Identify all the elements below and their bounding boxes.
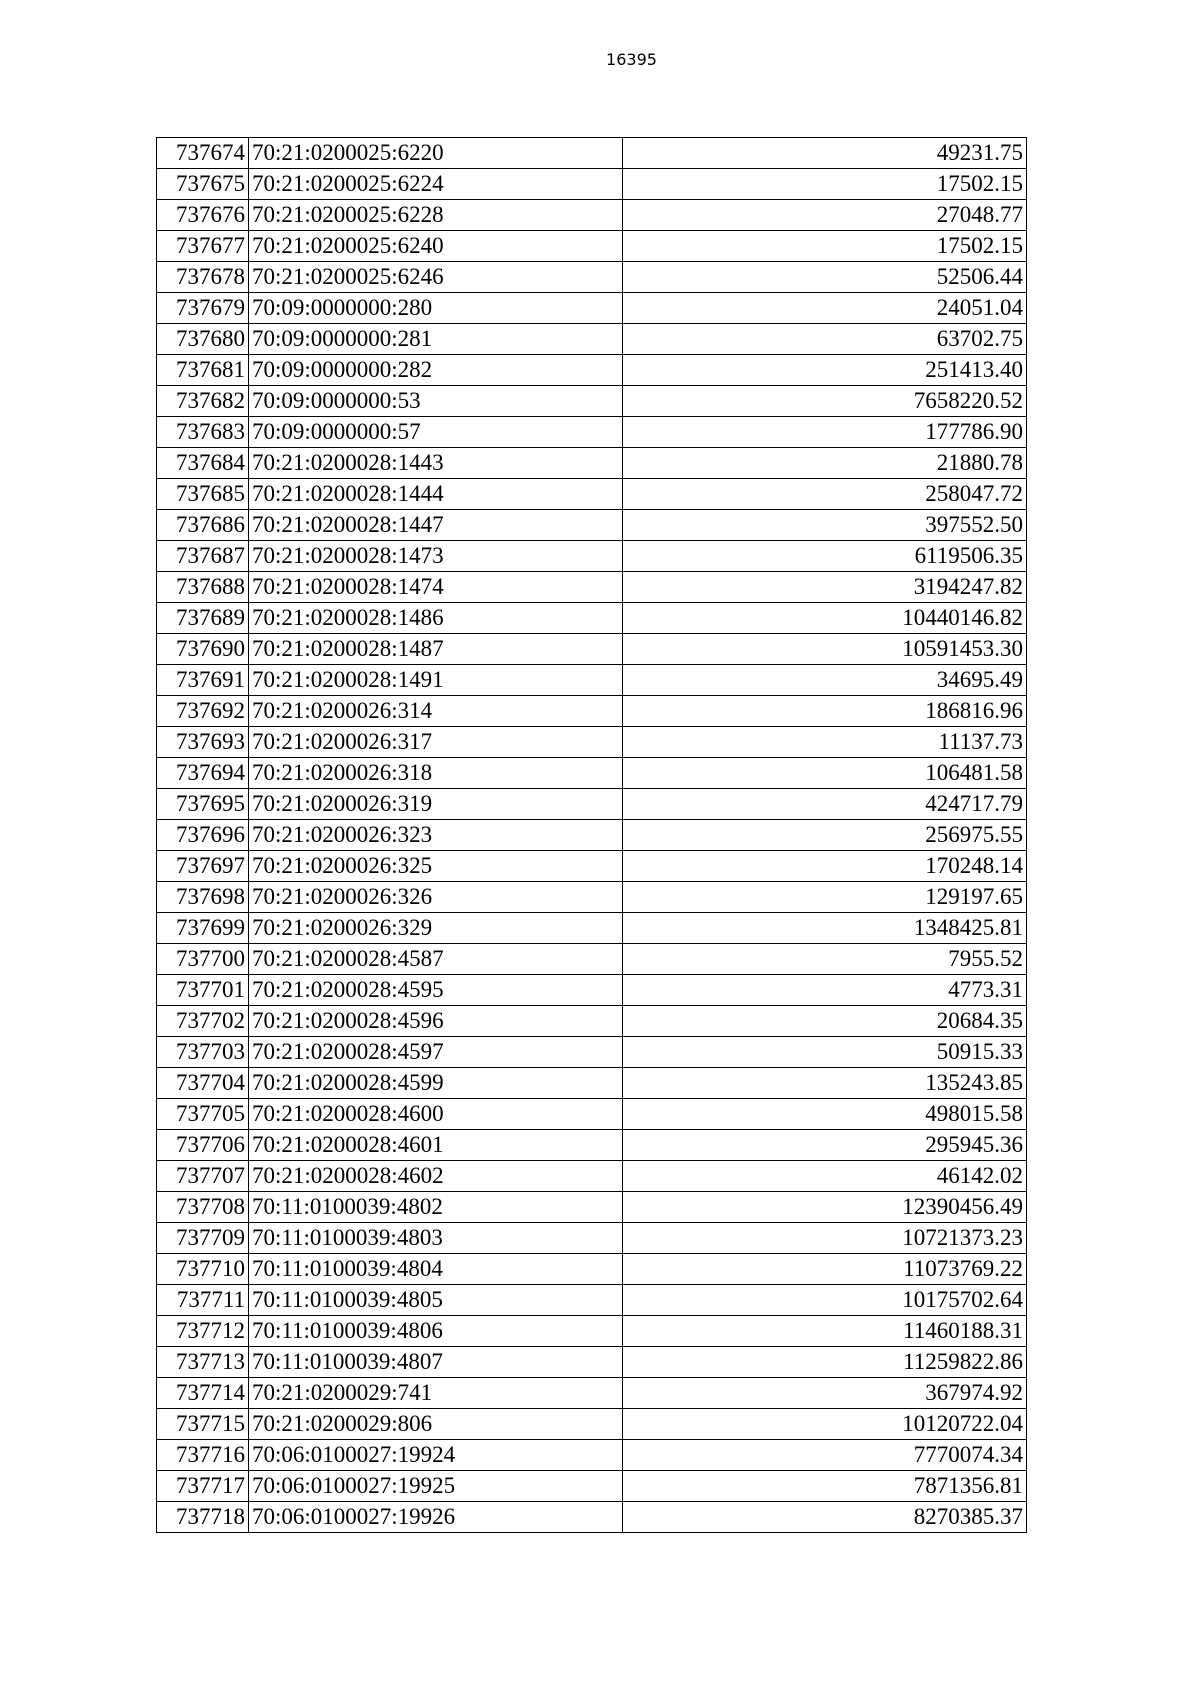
table-row [157,1502,1027,1533]
table-row [157,1099,1027,1130]
cadastral-number-cell: 70:11:0100039:4802 [249,1192,623,1223]
cadastral-number-cell: 70:21:0200025:6246 [249,262,623,293]
cadastral-number-cell: 70:11:0100039:4804 [249,1254,623,1285]
cadastral-number-cell: 70:21:0200028:4600 [249,1099,623,1130]
cadastral-value-cell: 186816.96 [623,696,1027,727]
table-row [157,572,1027,603]
table-row [157,1316,1027,1347]
cadastral-number-cell: 70:21:0200026:319 [249,789,623,820]
cadastral-value-cell: 7871356.81 [623,1471,1027,1502]
cadastral-number-cell: 70:21:0200028:4599 [249,1068,623,1099]
cadastral-value-cell: 17502.15 [623,231,1027,262]
table-row [157,820,1027,851]
cadastral-value-cell: 52506.44 [623,262,1027,293]
cadastral-value-cell: 6119506.35 [623,541,1027,572]
cadastral-number-cell: 70:21:0200026:314 [249,696,623,727]
cadastral-number-cell: 70:21:0200028:4587 [249,944,623,975]
table-row [157,293,1027,324]
cadastral-value-cell: 1348425.81 [623,913,1027,944]
table-row [157,417,1027,448]
cadastral-value-cell: 27048.77 [623,200,1027,231]
row-id-cell: 737712 [157,1316,249,1347]
table-row [157,1037,1027,1068]
row-id-cell: 737702 [157,1006,249,1037]
row-id-cell: 737690 [157,634,249,665]
row-id-cell: 737718 [157,1502,249,1533]
table-body [157,138,1027,1533]
row-id-cell: 737697 [157,851,249,882]
cadastral-number-cell: 70:21:0200028:1487 [249,634,623,665]
cadastral-value-cell: 17502.15 [623,169,1027,200]
row-id-cell: 737717 [157,1471,249,1502]
row-id-cell: 737698 [157,882,249,913]
cadastral-value-cell: 367974.92 [623,1378,1027,1409]
table-row [157,603,1027,634]
cadastral-value-cell: 295945.36 [623,1130,1027,1161]
cadastral-number-cell: 70:21:0200025:6240 [249,231,623,262]
table-row [157,1378,1027,1409]
table-row [157,1471,1027,1502]
cadastral-value-cell: 10591453.30 [623,634,1027,665]
row-id-cell: 737679 [157,293,249,324]
cadastral-value-cell: 11137.73 [623,727,1027,758]
cadastral-value-cell: 10440146.82 [623,603,1027,634]
row-id-cell: 737710 [157,1254,249,1285]
cadastral-value-cell: 50915.33 [623,1037,1027,1068]
table-row [157,1130,1027,1161]
cadastral-number-cell: 70:21:0200026:329 [249,913,623,944]
table-row [157,944,1027,975]
cadastral-value-cell: 21880.78 [623,448,1027,479]
cadastral-number-cell: 70:21:0200025:6220 [249,138,623,169]
table-row [157,541,1027,572]
cadastral-number-cell: 70:09:0000000:281 [249,324,623,355]
table-row [157,138,1027,169]
cadastral-value-cell: 251413.40 [623,355,1027,386]
cadastral-value-cell: 10120722.04 [623,1409,1027,1440]
cadastral-number-cell: 70:09:0000000:57 [249,417,623,448]
row-id-cell: 737703 [157,1037,249,1068]
cadastral-value-cell: 11073769.22 [623,1254,1027,1285]
cadastral-number-cell: 70:21:0200028:1474 [249,572,623,603]
row-id-cell: 737700 [157,944,249,975]
cadastral-value-cell: 12390456.49 [623,1192,1027,1223]
table-row [157,1006,1027,1037]
row-id-cell: 737716 [157,1440,249,1471]
table-row [157,1440,1027,1471]
cadastral-number-cell: 70:21:0200026:317 [249,727,623,758]
page-number: 16395 [606,50,657,69]
row-id-cell: 737707 [157,1161,249,1192]
table-row [157,1223,1027,1254]
table-row [157,386,1027,417]
cadastral-number-cell: 70:11:0100039:4807 [249,1347,623,1378]
row-id-cell: 737688 [157,572,249,603]
table-row [157,1409,1027,1440]
table-row [157,231,1027,262]
row-id-cell: 737677 [157,231,249,262]
row-id-cell: 737705 [157,1099,249,1130]
row-id-cell: 737696 [157,820,249,851]
cadastral-number-cell: 70:21:0200026:326 [249,882,623,913]
cadastral-value-cell: 11259822.86 [623,1347,1027,1378]
cadastral-value-cell: 34695.49 [623,665,1027,696]
table-row [157,355,1027,386]
table-row [157,696,1027,727]
cadastral-value-cell: 258047.72 [623,479,1027,510]
table-row [157,634,1027,665]
cadastral-number-cell: 70:21:0200026:323 [249,820,623,851]
table-row [157,758,1027,789]
cadastral-number-cell: 70:21:0200028:4597 [249,1037,623,1068]
cadastral-number-cell: 70:21:0200028:1444 [249,479,623,510]
table-row [157,913,1027,944]
row-id-cell: 737684 [157,448,249,479]
cadastral-value-cell: 177786.90 [623,417,1027,448]
row-id-cell: 737686 [157,510,249,541]
row-id-cell: 737681 [157,355,249,386]
table-row [157,262,1027,293]
cadastral-value-cell: 3194247.82 [623,572,1027,603]
cadastral-number-cell: 70:21:0200026:325 [249,851,623,882]
table-row [157,1347,1027,1378]
row-id-cell: 737701 [157,975,249,1006]
cadastral-number-cell: 70:21:0200028:1491 [249,665,623,696]
cadastral-number-cell: 70:21:0200026:318 [249,758,623,789]
table-row [157,1254,1027,1285]
cadastral-value-cell: 11460188.31 [623,1316,1027,1347]
row-id-cell: 737711 [157,1285,249,1316]
row-id-cell: 737678 [157,262,249,293]
cadastral-value-cell: 129197.65 [623,882,1027,913]
row-id-cell: 737706 [157,1130,249,1161]
row-id-cell: 737704 [157,1068,249,1099]
cadastral-number-cell: 70:09:0000000:280 [249,293,623,324]
row-id-cell: 737682 [157,386,249,417]
cadastral-number-cell: 70:11:0100039:4806 [249,1316,623,1347]
cadastral-value-cell: 170248.14 [623,851,1027,882]
row-id-cell: 737689 [157,603,249,634]
cadastral-number-cell: 70:21:0200029:806 [249,1409,623,1440]
cadastral-number-cell: 70:21:0200028:4595 [249,975,623,1006]
cadastral-value-cell: 10721373.23 [623,1223,1027,1254]
cadastral-number-cell: 70:09:0000000:282 [249,355,623,386]
row-id-cell: 737694 [157,758,249,789]
table-row [157,1192,1027,1223]
cadastral-number-cell: 70:21:0200025:6228 [249,200,623,231]
row-id-cell: 737714 [157,1378,249,1409]
cadastral-value-cell: 7955.52 [623,944,1027,975]
table-row [157,727,1027,758]
row-id-cell: 737713 [157,1347,249,1378]
cadastral-value-cell: 10175702.64 [623,1285,1027,1316]
cadastral-value-cell: 397552.50 [623,510,1027,541]
cadastral-number-cell: 70:21:0200028:1447 [249,510,623,541]
row-id-cell: 737715 [157,1409,249,1440]
cadastral-number-cell: 70:21:0200028:4596 [249,1006,623,1037]
cadastral-value-table [156,137,1027,1533]
table-row [157,1285,1027,1316]
row-id-cell: 737699 [157,913,249,944]
cadastral-value-cell: 49231.75 [623,138,1027,169]
table-row [157,448,1027,479]
row-id-cell: 737708 [157,1192,249,1223]
cadastral-value-cell: 7770074.34 [623,1440,1027,1471]
table-row [157,1068,1027,1099]
table-row [157,851,1027,882]
row-id-cell: 737693 [157,727,249,758]
cadastral-value-cell: 424717.79 [623,789,1027,820]
cadastral-value-cell: 8270385.37 [623,1502,1027,1533]
row-id-cell: 737683 [157,417,249,448]
row-id-cell: 737692 [157,696,249,727]
row-id-cell: 737674 [157,138,249,169]
table-row [157,169,1027,200]
row-id-cell: 737676 [157,200,249,231]
cadastral-value-cell: 20684.35 [623,1006,1027,1037]
cadastral-number-cell: 70:11:0100039:4805 [249,1285,623,1316]
table-row [157,510,1027,541]
row-id-cell: 737709 [157,1223,249,1254]
cadastral-number-cell: 70:06:0100027:19924 [249,1440,623,1471]
table-row [157,789,1027,820]
cadastral-value-cell: 135243.85 [623,1068,1027,1099]
cadastral-value-cell: 46142.02 [623,1161,1027,1192]
cadastral-number-cell: 70:21:0200029:741 [249,1378,623,1409]
table-row [157,975,1027,1006]
cadastral-value-cell: 7658220.52 [623,386,1027,417]
row-id-cell: 737680 [157,324,249,355]
cadastral-number-cell: 70:09:0000000:53 [249,386,623,417]
table-row [157,479,1027,510]
cadastral-number-cell: 70:21:0200028:1486 [249,603,623,634]
cadastral-number-cell: 70:21:0200028:1473 [249,541,623,572]
cadastral-number-cell: 70:11:0100039:4803 [249,1223,623,1254]
cadastral-value-cell: 24051.04 [623,293,1027,324]
cadastral-number-cell: 70:21:0200028:4601 [249,1130,623,1161]
table-row [157,882,1027,913]
cadastral-value-cell: 4773.31 [623,975,1027,1006]
cadastral-value-cell: 498015.58 [623,1099,1027,1130]
cadastral-number-cell: 70:21:0200025:6224 [249,169,623,200]
cadastral-number-cell: 70:21:0200028:4602 [249,1161,623,1192]
cadastral-value-cell: 256975.55 [623,820,1027,851]
cadastral-value-cell: 63702.75 [623,324,1027,355]
row-id-cell: 737691 [157,665,249,696]
table-row [157,665,1027,696]
table-row [157,324,1027,355]
cadastral-number-cell: 70:06:0100027:19926 [249,1502,623,1533]
row-id-cell: 737685 [157,479,249,510]
table-row [157,200,1027,231]
cadastral-value-cell: 106481.58 [623,758,1027,789]
row-id-cell: 737687 [157,541,249,572]
row-id-cell: 737695 [157,789,249,820]
table-row [157,1161,1027,1192]
cadastral-number-cell: 70:21:0200028:1443 [249,448,623,479]
cadastral-number-cell: 70:06:0100027:19925 [249,1471,623,1502]
row-id-cell: 737675 [157,169,249,200]
